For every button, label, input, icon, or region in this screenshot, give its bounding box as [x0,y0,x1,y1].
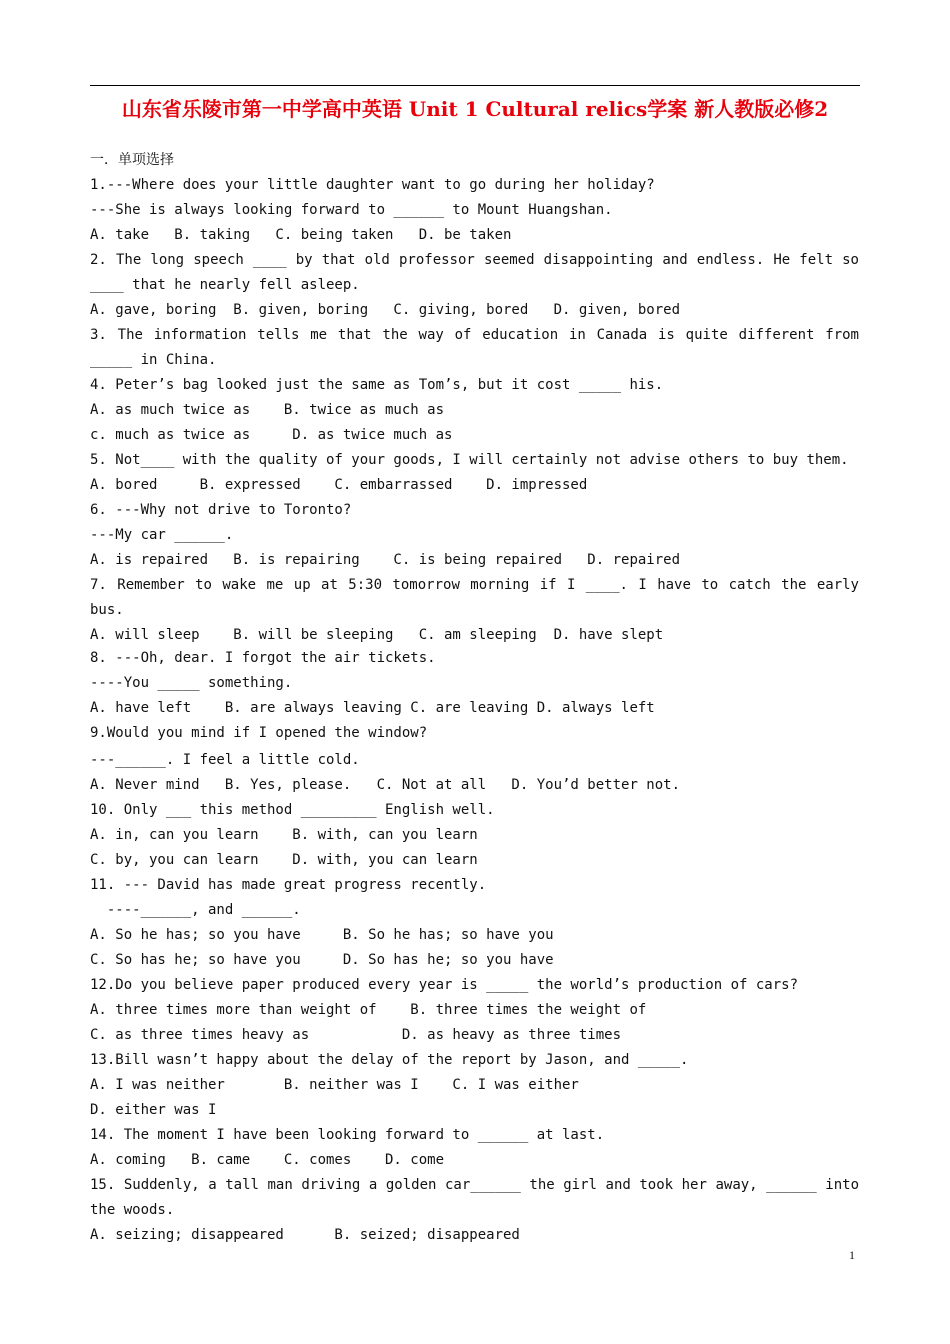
line-q13-stem: 13.Bill wasn’t happy about the delay of the report by Jason, and _____. [90,1052,689,1068]
line-q8-options: A. have left B. are always leaving C. are leaving D. always left [90,700,655,716]
line-q9-stem: 9.Would you mind if I opened the window? [90,725,428,741]
line-q12-options-1: A. three times more than weight of B. three times the weight of [90,1002,647,1018]
line-q4-options-2: c. much as twice as D. as twice much as [90,427,453,443]
line-q14-options: A. coming B. came C. comes D. come [90,1152,445,1168]
line-q11-reply: ----______, and ______. [90,902,301,918]
line-q6-stem: 6. ---Why not drive to Toronto? [90,502,352,518]
line-q7-stem-2: bus. [90,602,124,618]
line-q7-options: A. will sleep B. will be sleeping C. am sleeping D. have slept [90,627,664,643]
line-q6-reply: ---My car ______. [90,527,234,543]
line-q1-options: A. take B. taking C. being taken D. be taken [90,227,512,243]
line-q12-stem: 12.Do you believe paper produced every year is _____ the world’s production of cars? [90,977,799,993]
line-q14-stem: 14. The moment I have been looking forward to ______ at last. [90,1127,605,1143]
line-q10-stem: 10. Only ___ this method _________ English well. [90,802,495,818]
line-q2-stem-2: ____ that he nearly fell asleep. [90,277,360,293]
line-q15-options: A. seizing; disappeared B. seized; disappeared [90,1227,520,1243]
line-q11-options-1: A. So he has; so you have B. So he has; so have you [90,927,554,943]
header-rule [90,85,860,86]
line-q12-options-2: C. as three times heavy as D. as heavy as three times [90,1027,622,1043]
line-q11-stem: 11. --- David has made great progress recently. [90,877,487,893]
line-q11-options-2: C. So has he; so have you D. So has he; so you have [90,952,554,968]
line-q8-stem: 8. ---Oh, dear. I forgot the air tickets. [90,650,436,666]
line-q1-stem: 1.---Where does your little daughter want to go during her holiday? [90,177,655,193]
line-q3-stem-1: 3. The information tells me that the way of education in Canada is quite different from [90,327,859,343]
document-title: 山东省乐陵市第一中学高中英语 Unit 1 Cultural relics学案 新人教版必修2 [121,97,829,121]
line-q5-options: A. bored B. expressed C. embarrassed D. impressed [90,477,588,493]
line-q2-stem-1: 2. The long speech ____ by that old professor seemed disappointing and endless. He felt so [90,252,859,268]
line-q8-reply: ----You _____ something. [90,675,293,691]
line-q1-reply: ---She is always looking forward to ______ to Mount Huangshan. [90,202,613,218]
page-number: 1 [849,1248,855,1262]
line-q3-stem-2: _____ in China. [90,352,217,368]
line-q15-stem-2: the woods. [90,1202,175,1218]
line-q9-reply: ---______. I feel a little cold. [90,752,360,768]
line-q4-stem: 4. Peter’s bag looked just the same as Tom’s, but it cost _____ his. [90,377,664,393]
line-q13-options-1: A. I was neither B. neither was I C. I was either [90,1077,579,1093]
line-q6-options: A. is repaired B. is repairing C. is being repaired D. repaired [90,552,681,568]
line-q13-options-2: D. either was I [90,1102,217,1118]
line-q9-options: A. Never mind B. Yes, please. C. Not at all D. You’d better not. [90,777,681,793]
line-q5-stem: 5. Not____ with the quality of your goods, I will certainly not advise others to buy them. [90,452,849,468]
line-q2-options: A. gave, boring B. given, boring C. giving, bored D. given, bored [90,302,681,318]
line-q10-options-2: C. by, you can learn D. with, you can learn [90,852,478,868]
line-q4-options-1: A. as much twice as B. twice as much as [90,402,445,418]
document-body [90,148,870,1248]
line-q15-stem-1: 15. Suddenly, a tall man driving a golden car______ the girl and took her away, ______ into [90,1177,859,1193]
line-q10-options-1: A. in, can you learn B. with, can you learn [90,827,478,843]
line-section-heading: 一．单项选择 [90,152,174,168]
line-q7-stem-1: 7. Remember to wake me up at 5:30 tomorrow morning if I ____. I have to catch the early [90,577,859,593]
